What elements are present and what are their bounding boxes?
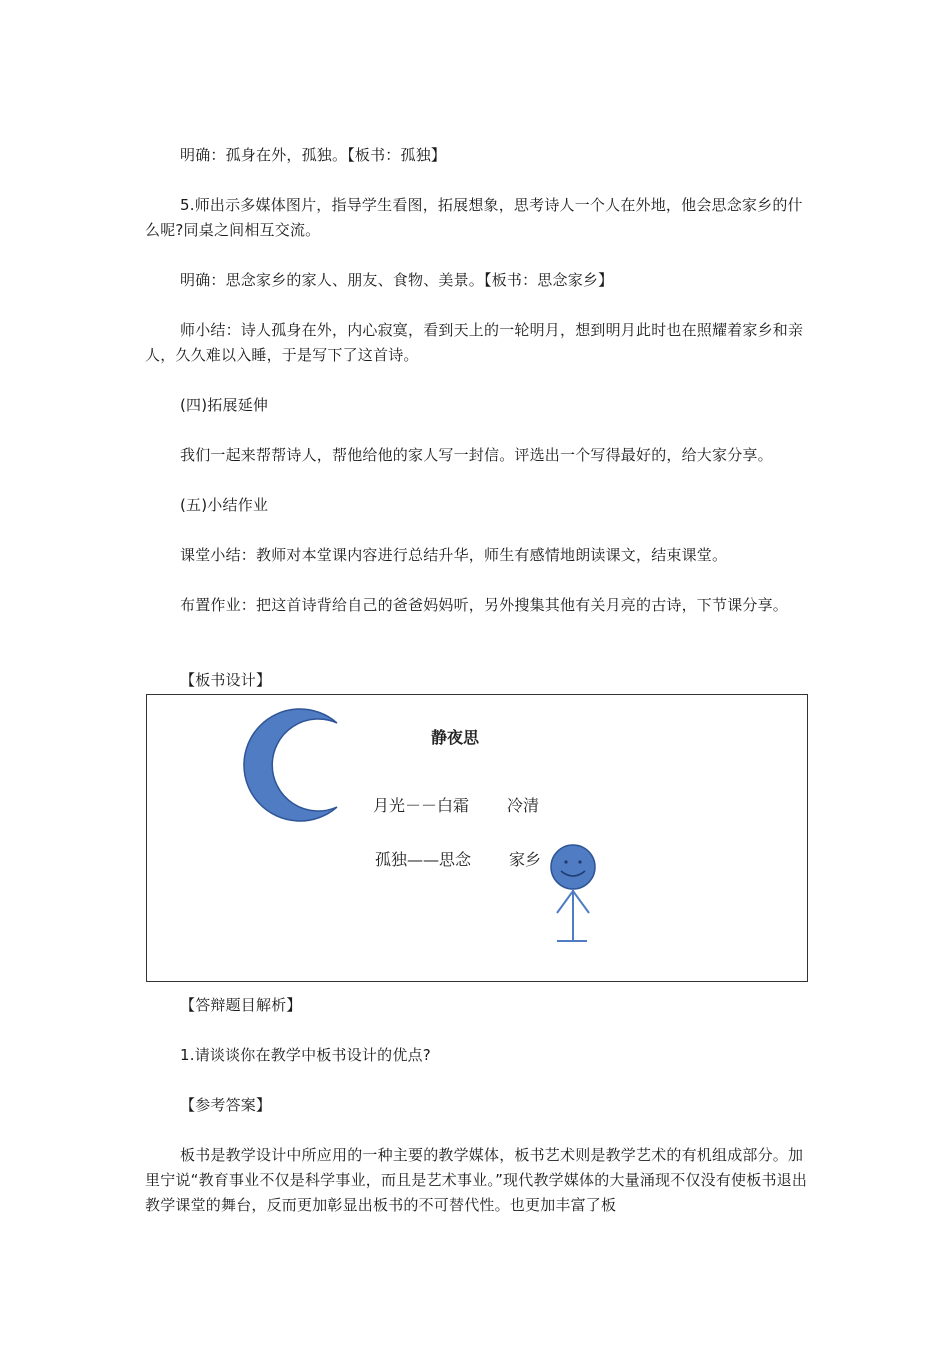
stick-figure-icon [557, 889, 589, 941]
question-1: 1.请谈谈你在教学中板书设计的优点? [180, 1046, 431, 1064]
board-title: 静夜思 [431, 728, 480, 747]
paragraph-homework: 布置作业：把这首诗背给自己的爸爸妈妈听，另外搜集其他有关月亮的古诗，下节课分享。 [180, 596, 789, 614]
paragraph-class-summary: 课堂小结：教师对本堂课内容进行总结升华，师生有感情地朗读课文，结束课堂。 [180, 546, 728, 564]
paragraph-clarify-2: 明确：思念家乡的家人、朋友、食物、美景。【板书：思念家乡】 [180, 271, 614, 289]
board-line2-left: 孤独——思念 [375, 850, 472, 869]
board-line1-right: 冷清 [507, 796, 540, 815]
section-heading-extension: (四)拓展延伸 [180, 396, 269, 414]
heading-reference-answer: 【参考答案】 [180, 1096, 272, 1114]
heading-defense-analysis: 【答辩题目解析】 [180, 996, 302, 1014]
paragraph-extension: 我们一起来帮帮诗人，帮他给他的家人写一封信。评选出一个写得最好的，给大家分享。 [180, 446, 773, 464]
section-heading-summary: (五)小结作业 [180, 496, 269, 514]
board-line1-left: 月光－－白霜 [373, 796, 470, 815]
paragraph-answer: 板书是教学设计中所应用的一种主要的教学媒体，板书艺术则是教学艺术的有机组成部分。加里宁说“教育事业不仅是科学事业，而且是艺术事业。”现代教学媒体的大量涌现不仅没有使板书退出教学课堂的舞台，反而更加彰显出板书的不可替代性。也更加丰富了板 [145, 1146, 808, 1214]
paragraph-step-5: 5.师出示多媒体图片，指导学生看图，拓展想象，思考诗人一个人在外地，他会思念家乡的什么呢?同桌之间相互交流。 [145, 196, 803, 239]
paragraph-clarify-1: 明确：孤身在外，孤独。【板书：孤独】 [180, 146, 447, 164]
board-design-figure [146, 694, 808, 982]
board-line2-right: 家乡 [509, 850, 542, 869]
moon-icon [244, 709, 337, 821]
paragraph-teacher-summary: 师小结：诗人孤身在外，内心寂寞，看到天上的一轮明月，想到明月此时也在照耀着家乡和亲人，久久难以入睡，于是写下了这首诗。 [145, 321, 804, 364]
smiley-face-icon [551, 845, 595, 889]
heading-board-design: 【板书设计】 [180, 671, 272, 689]
